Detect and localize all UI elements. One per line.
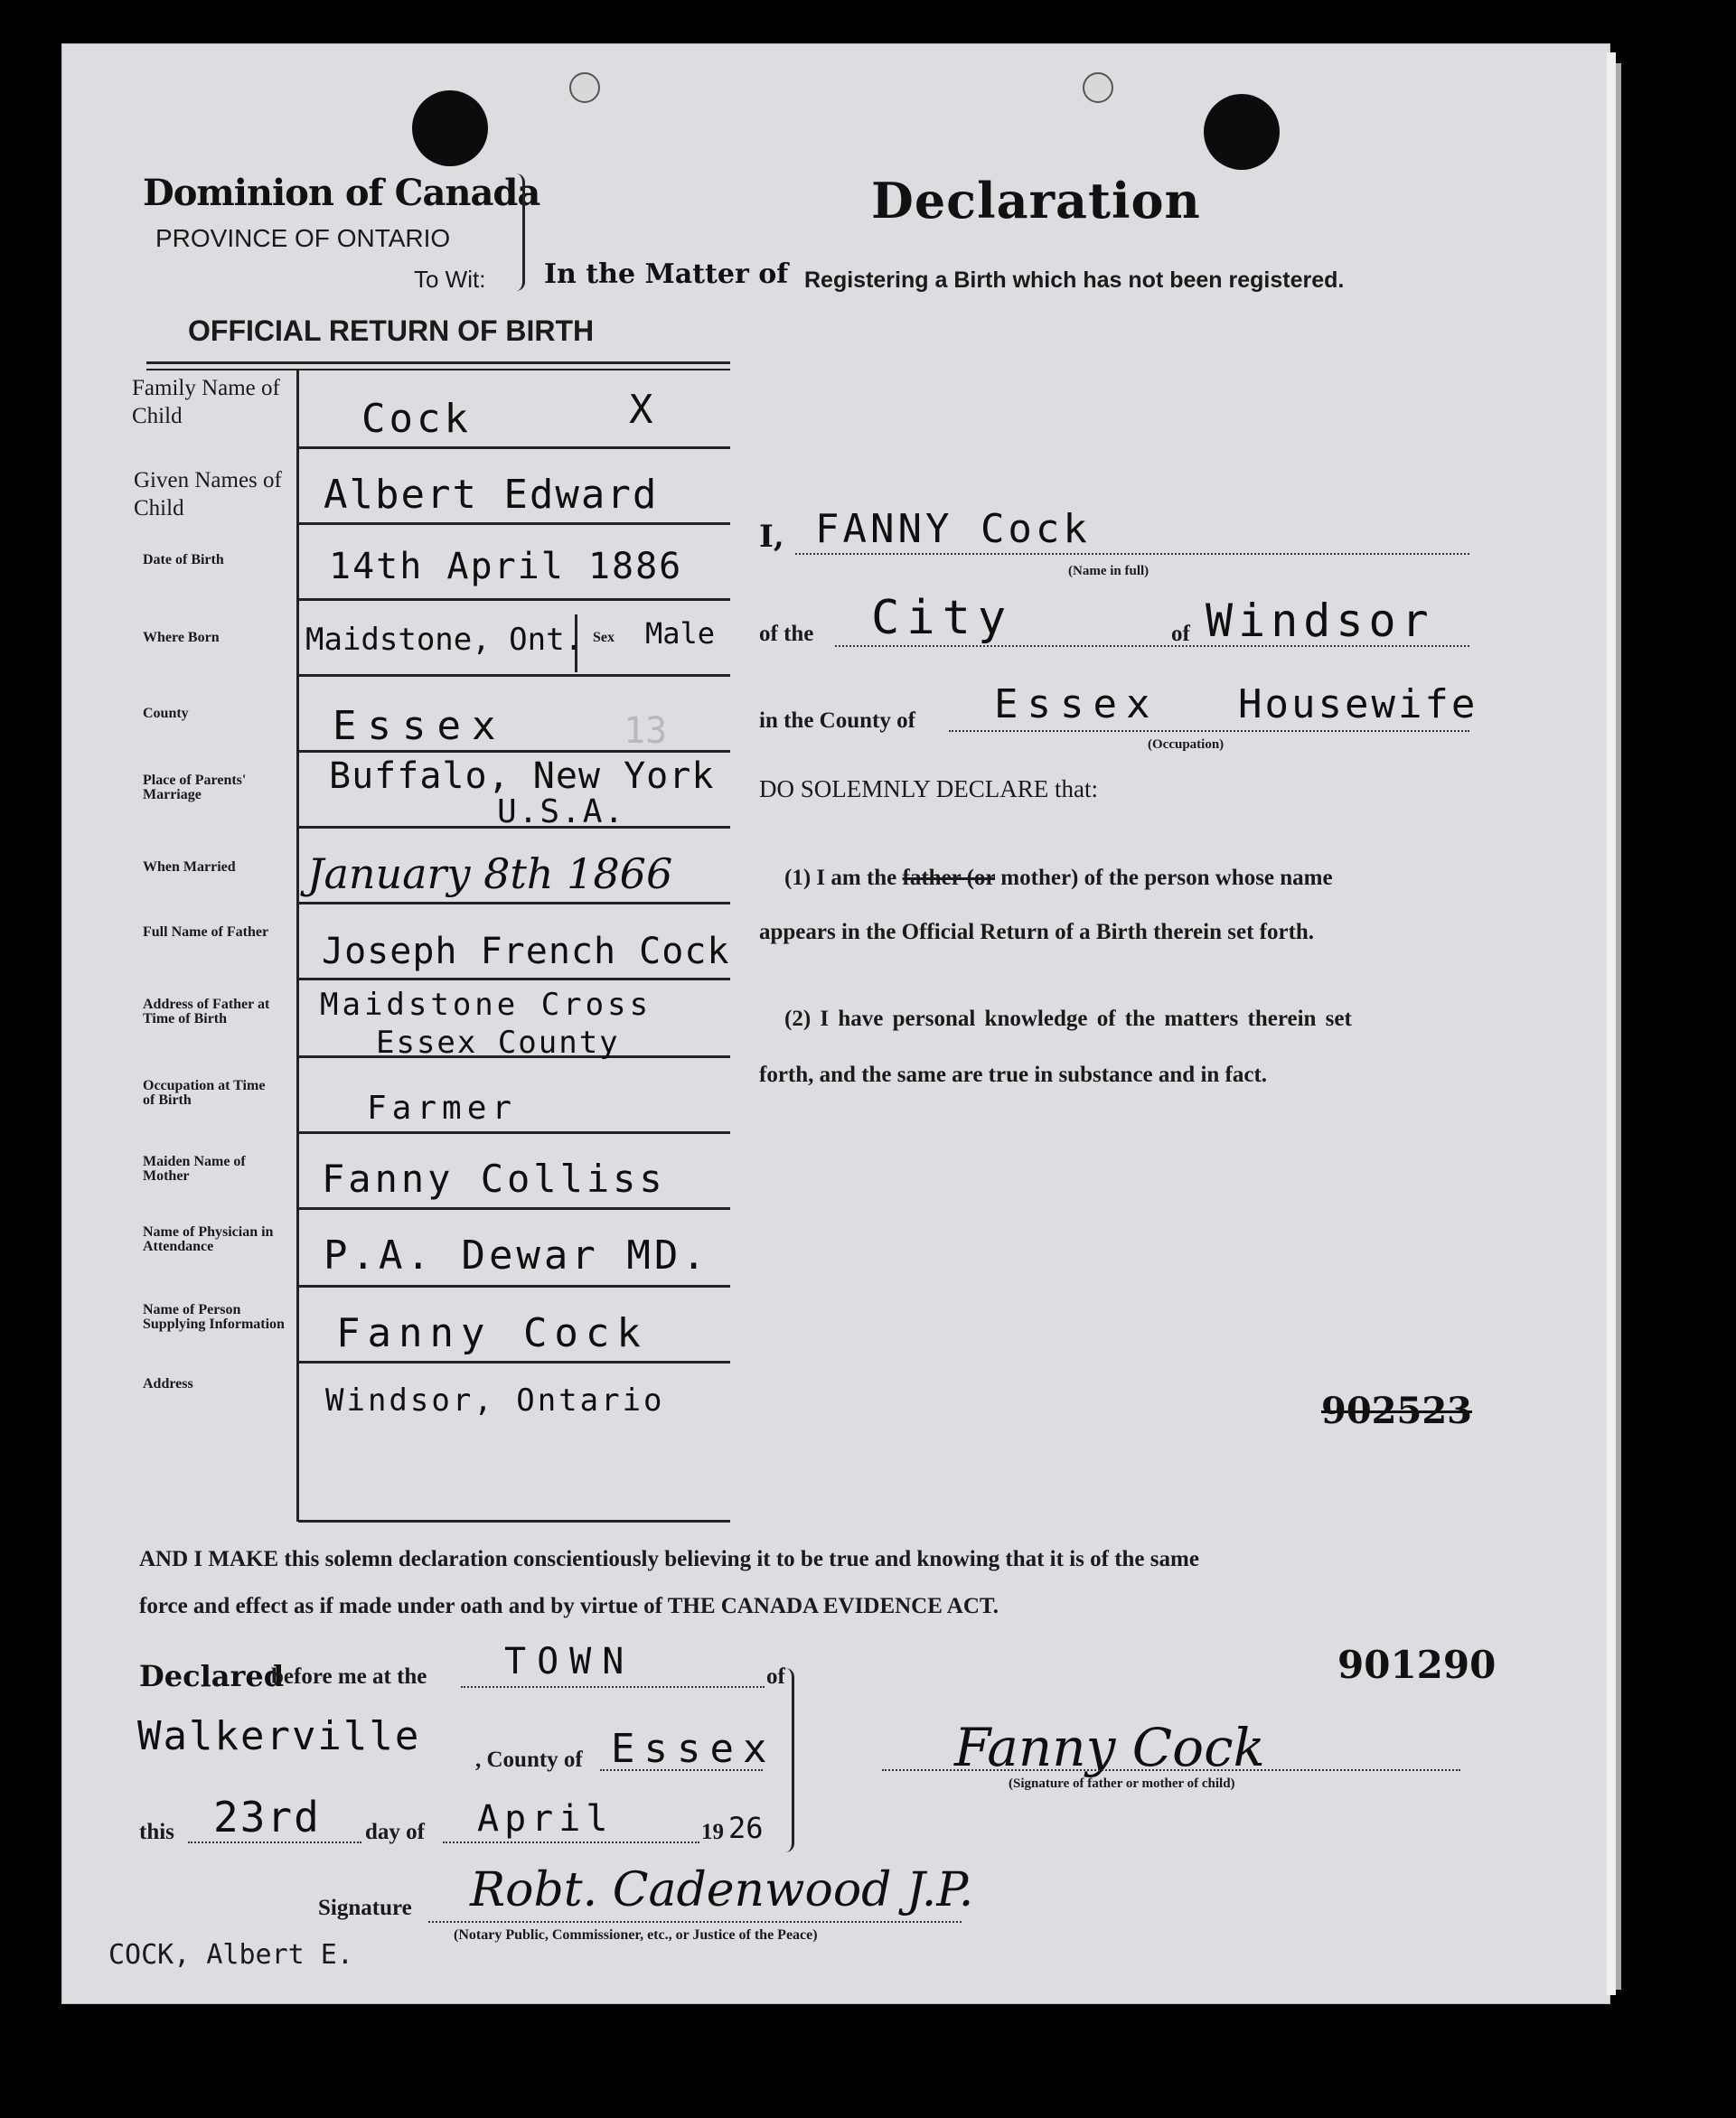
clause-1-suffix: mother) of the person whose name [1000,866,1333,890]
page-edge [1607,52,1616,1995]
label-given-names: Given Names of Child [134,468,282,520]
year-prefix: 19 [701,1820,724,1844]
value-given-names: Albert Edward [324,472,659,518]
declaration-title: Declaration [871,172,1201,230]
month-line [443,1842,699,1843]
value-parents-marriage: Buffalo, New York [329,755,715,797]
row-rule [298,1131,730,1134]
day-line [188,1842,361,1843]
label-informant: Name of Person Supplying Information [143,1302,285,1332]
value-occupation: Farmer [367,1090,518,1127]
day-of-label: day of [365,1820,425,1844]
declared-day: 23rd [213,1793,321,1842]
clause-2b: forth, and the same are true in substance and in fact. [759,1063,1268,1087]
solemnly-declare: DO SOLEMNLY DECLARE that: [759,775,1099,802]
dominion-heading: Dominion of Canada [143,172,540,214]
label-sex: Sex [593,630,615,645]
rivet-left [569,72,600,103]
declarant-signature: Fanny Cock [954,1717,1265,1778]
margin-note: 13 [624,710,668,752]
declared-brace [783,1668,794,1852]
province-heading: PROVINCE OF ONTARIO [155,224,451,252]
closing-line-2: force and effect as if made under oath and by virtue of THE CANADA EVIDENCE ACT. [139,1594,999,1618]
row-rule [298,978,730,980]
of-label: of [1171,622,1190,646]
value-where-born: Maidstone, Ont. [305,622,584,658]
county-prefix: in the County of [759,708,915,733]
value-maiden-name: Fanny Colliss [322,1157,666,1201]
value-father-address-2: Essex County [376,1025,620,1061]
place-value: Windsor [1206,595,1434,647]
check-mark: X [629,387,653,433]
occupation-value: Housewife [1238,681,1478,727]
closing-line-1: AND I MAKE this solemn declaration conscientiously believing it to be true and knowing that it is of the same [139,1547,1199,1571]
punch-hole-left [412,90,488,166]
value-father-name: Joseph French Cock [322,931,730,972]
declarant-caption: (Signature of father or mother of child) [1009,1776,1235,1791]
signature-label: Signature [318,1896,412,1920]
table-top-rule [146,361,730,364]
to-wit-label: To Wit: [414,266,486,293]
label-parents-marriage: Place of Parents' Marriage [143,773,247,802]
declared-month: April [477,1798,614,1840]
value-family-name: Cock [361,396,472,442]
notary-signature-line [428,1921,962,1923]
label-maiden-name: Maiden Name of Mother [143,1154,246,1184]
value-parents-marriage-2: U.S.A. [497,793,626,830]
before-me-label: before me at the [271,1664,427,1689]
row-rule [298,1361,730,1364]
label-when-married: When Married [143,859,236,875]
row-rule [298,902,730,904]
declared-place-type: TOWN [504,1641,635,1682]
clause-1-prefix: (1) I am the [784,866,897,890]
declared-word: Declared [139,1659,285,1693]
name-caption: (Name in full) [1068,564,1150,578]
table-bottom-rule [298,1520,730,1523]
index-label: COCK, Albert E. [108,1939,353,1971]
row-rule [298,1285,730,1288]
year-suffix: 26 [728,1811,764,1845]
county-line-2 [600,1769,763,1771]
i-prefix: I, [759,519,784,555]
declared-place: Walkerville [137,1713,421,1759]
label-county: County [143,706,189,721]
of-the-label: of the [759,622,814,646]
label-address: Address [143,1376,193,1392]
row-rule [298,598,730,601]
header-brace [513,173,525,291]
clause-2a: (2) I have personal knowledge of the matters therein set [784,1007,1352,1031]
label-occupation: Occupation at Time of Birth [143,1078,266,1108]
row-rule [298,446,730,449]
value-physician: P.A. Dewar MD. [324,1232,709,1279]
county-value: Essex [994,681,1159,727]
clause-1c: appears in the Official Return of a Birth therein set forth. [759,920,1315,944]
matter-text: Registering a Birth which has not been registered. [804,267,1345,293]
declarant-name: FANNY Cock [815,506,1091,552]
registration-number: 901290 [1337,1643,1497,1687]
value-address: Windsor, Ontario [325,1382,665,1419]
label-father-address: Address of Father at Time of Birth [143,997,270,1026]
declared-county: Essex [611,1726,776,1772]
place-type-value: City [871,591,1014,645]
table-divider [296,369,299,1522]
form-title: OFFICIAL RETURN OF BIRTH [188,314,595,347]
clause-1-struck: father (or [902,866,996,890]
notary-caption: (Notary Public, Commissioner, etc., or Justice of the Peace) [454,1927,818,1943]
this-label: this [139,1820,174,1844]
struck-number: 902523 [1321,1390,1472,1432]
value-county: Essex [333,703,507,749]
value-date-of-birth: 14th April 1886 [329,546,683,587]
notary-signature: Robt. Cadenwood J.P. [470,1863,974,1917]
declared-of-label: of [766,1664,785,1689]
label-father-name: Full Name of Father [143,924,269,940]
label-family-name: Family Name of Child [132,376,280,428]
label-physician: Name of Physician in Attendance [143,1224,274,1254]
name-line [795,553,1469,555]
in-the-matter-label: In the Matter of [544,258,789,290]
label-where-born: Where Born [143,630,220,645]
value-informant: Fanny Cock [336,1310,648,1356]
declared-county-prefix: , County of [475,1748,583,1772]
value-when-married: January 8th 1866 [307,849,673,898]
value-father-address: Maidstone Cross [320,987,652,1023]
place-type-line [461,1686,765,1688]
row-rule [298,522,730,525]
punch-hole-right [1204,94,1280,170]
label-date-of-birth: Date of Birth [143,552,224,567]
place-line [835,645,1469,647]
page-edge-shadow [1616,63,1621,1990]
clause-1a [784,864,1333,892]
value-sex: Male [645,616,716,651]
declarant-signature-line [882,1769,1460,1771]
occupation-caption: (Occupation) [1148,737,1225,752]
row-rule [298,1207,730,1210]
rivet-right [1083,72,1113,103]
county-line [949,730,1469,732]
row-rule [298,674,730,677]
table-top-rule-2 [146,369,730,370]
